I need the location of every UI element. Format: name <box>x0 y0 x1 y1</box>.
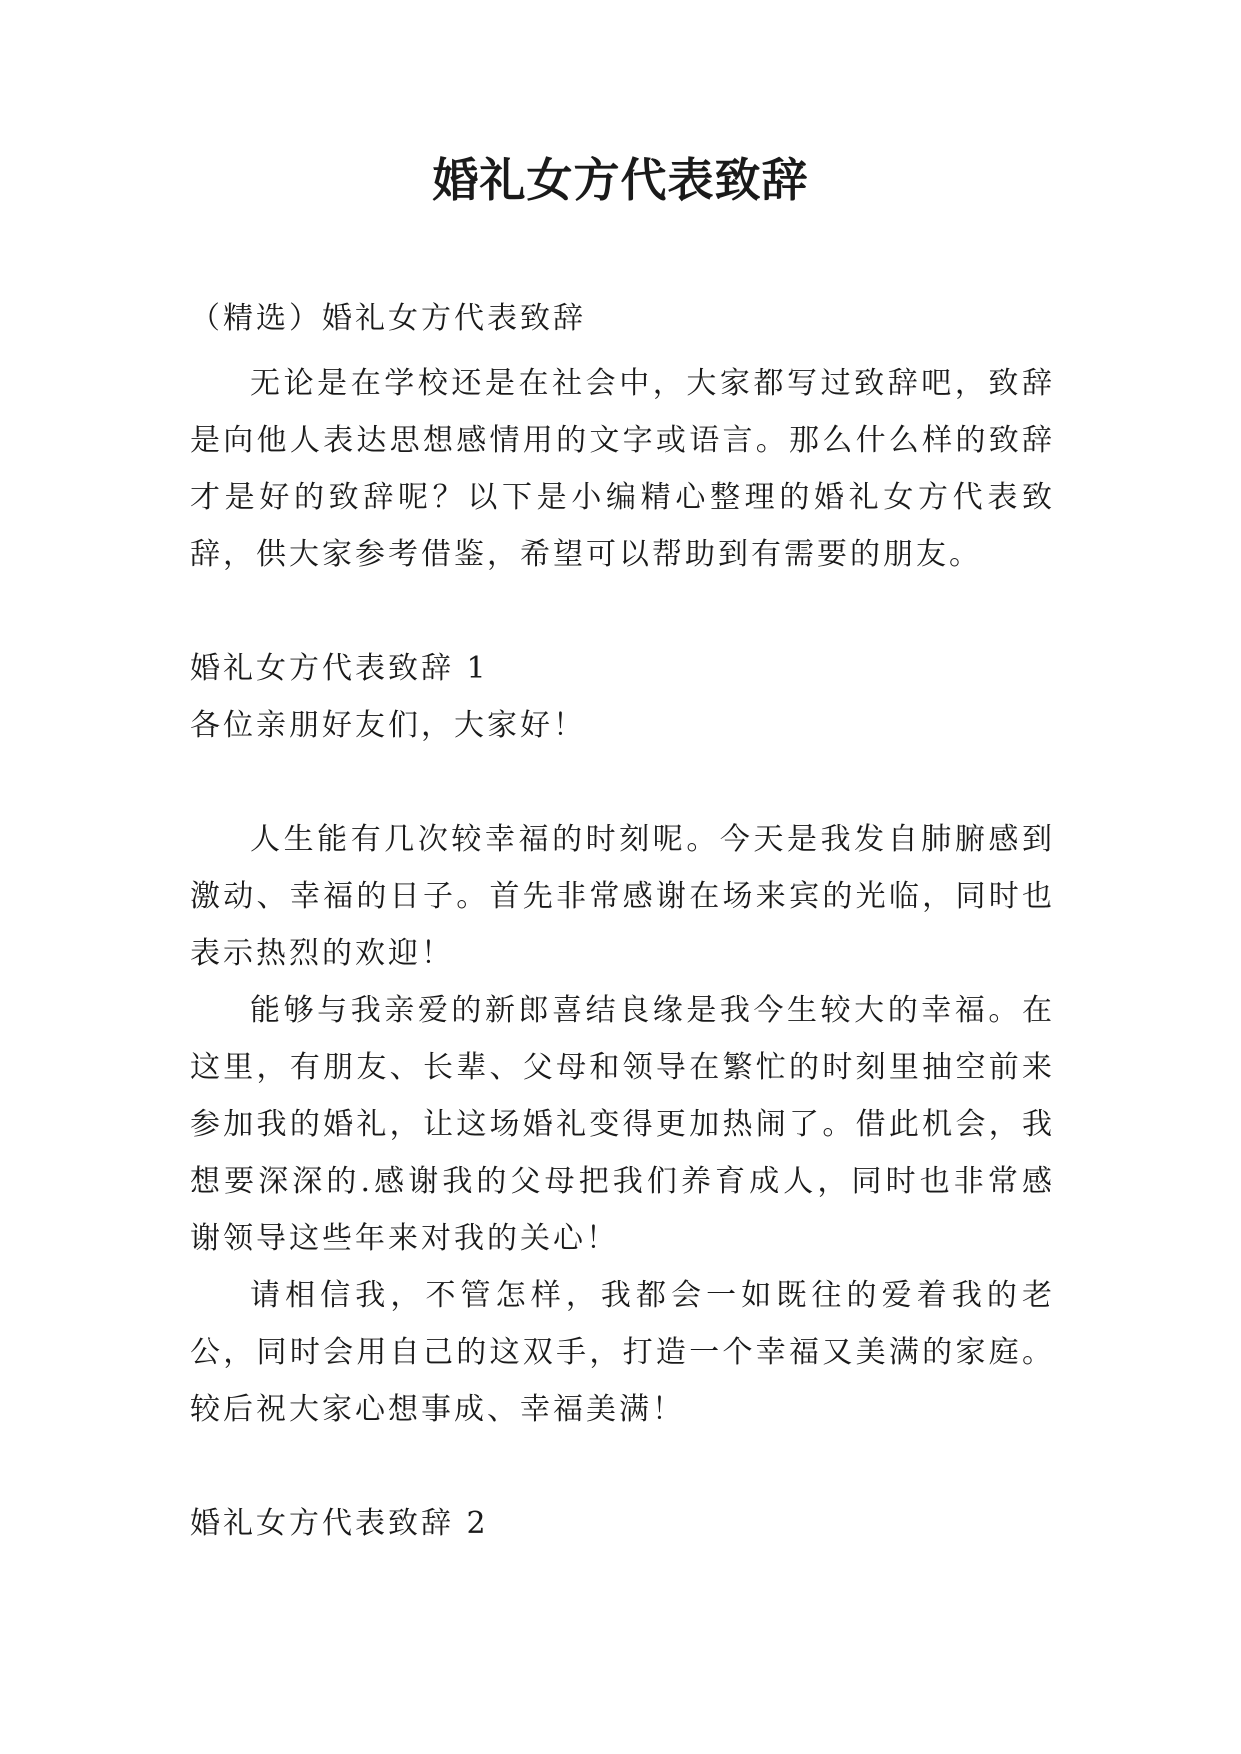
section1-paragraph-3: 请相信我，不管怎样，我都会一如既往的爱着我的老公，同时会用自己的这双手，打造一个幸福又美满的家庭。较后祝大家心想事成、幸福美满！ <box>190 1278 1055 1427</box>
document-title: 婚礼女方代表致辞 <box>432 153 809 207</box>
section-heading-2: 婚礼女方代表致辞 2 <box>190 1506 489 1541</box>
section1-paragraph-2: 能够与我亲爱的新郎喜结良缘是我今生较大的幸福。在这里，有朋友、长辈、父母和领导在繁忙的时刻里抽空前来参加我的婚礼，让这场婚礼变得更加热闹了。借此机会，我想要深深的.感谢我的父母把我们养育成人，同时也非常感谢领导这些年来对我的关心！ <box>190 993 1055 1256</box>
section-heading-1: 婚礼女方代表致辞 1 <box>190 651 489 686</box>
intro-paragraph: 无论是在学校还是在社会中，大家都写过致辞吧，致辞是向他人表达思想感情用的文字或语言。那么什么样的致辞才是好的致辞呢？以下是小编精心整理的婚礼女方代表致辞，供大家参考借鉴，希望可以帮助到有需要的朋友。 <box>190 366 1055 572</box>
greeting-line: 各位亲朋好友们，大家好！ <box>190 708 586 743</box>
document-body <box>190 290 1055 1552</box>
section1-paragraph-1: 人生能有几次较幸福的时刻呢。今天是我发自肺腑感到激动、幸福的日子。首先非常感谢在场来宾的光临，同时也表示热烈的欢迎！ <box>190 822 1055 971</box>
document-subtitle: （精选）婚礼女方代表致辞 <box>190 301 586 336</box>
